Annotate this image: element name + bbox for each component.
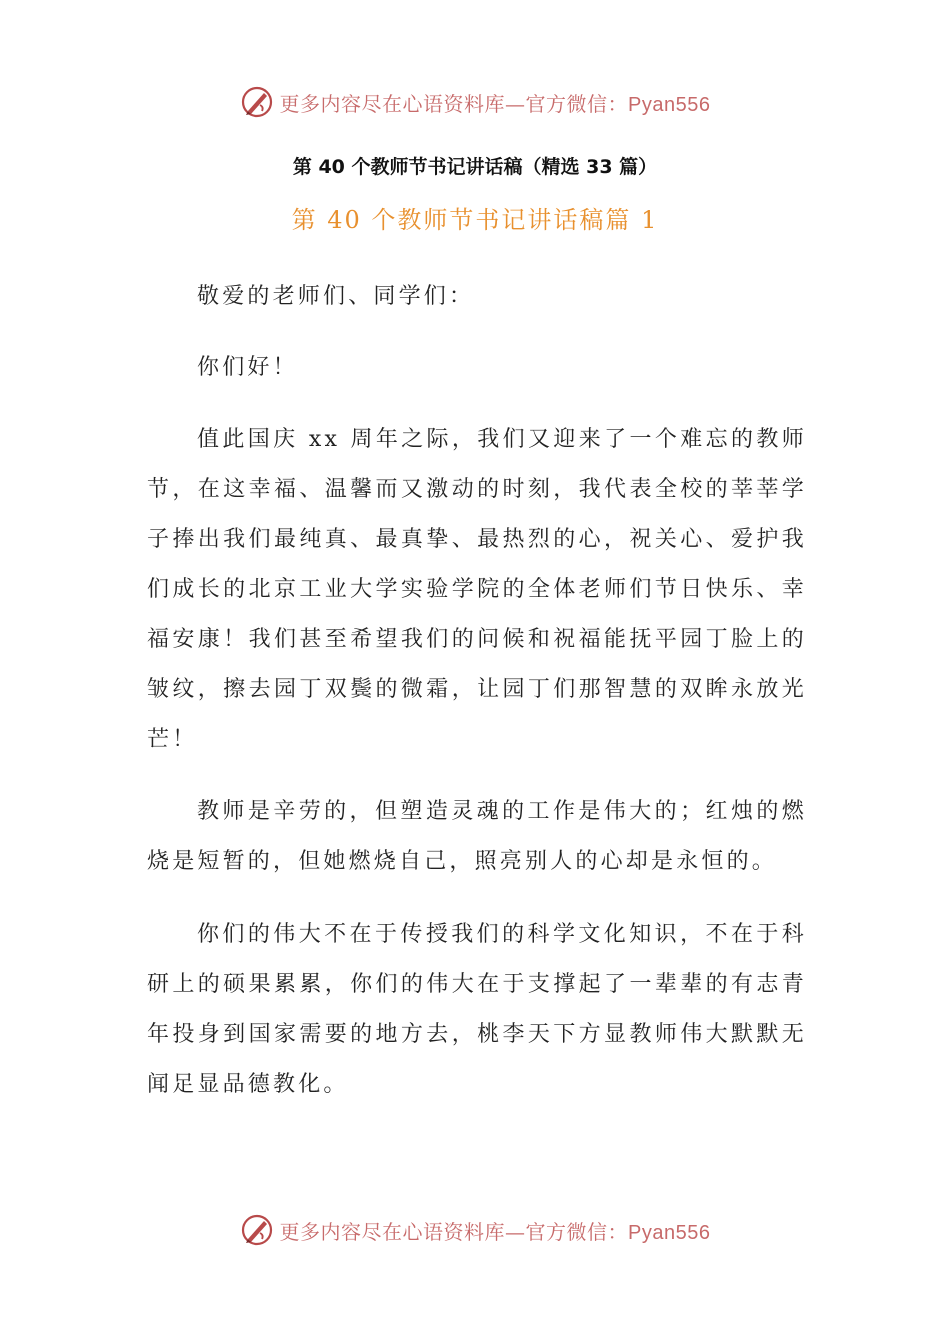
section-heading: 第 40 个教师节书记讲话稿篇 1 xyxy=(291,206,659,234)
pen-logo-icon xyxy=(240,85,274,119)
paragraph-greeting: 你们好！ xyxy=(197,355,298,380)
wechat-account: Pyan556 xyxy=(628,1221,711,1244)
paragraph-body-2: 教师是辛劳的，但塑造灵魂的工作是伟大的；红烛的燃烧是短暂的，但她燃烧自己，照亮别人的心却是永恒的。 xyxy=(147,799,807,874)
paragraph-body-1: 值此国庆 xx 周年之际，我们又迎来了一个难忘的教师节，在这幸福、温馨而又激动的时刻，我代表全校的莘莘学子捧出我们最纯真、最真挚、最热烈的心，祝关心、爱护我们成长的北京工业大学实验学院的全体老师们节日快乐、幸福安康！我们甚至希望我们的问候和祝福能抚平园丁脸上的皱纹，擦去园丁双鬓的微霜，让园丁们那智慧的双眸永放光芒！ xyxy=(147,427,807,752)
paragraph-salutation: 敬爱的老师们、同学们： xyxy=(197,284,475,309)
banner-text: 更多内容尽在心语资料库—官方微信：Pyan556 xyxy=(279,1219,711,1244)
document-title: 第 40 个教师节书记讲话稿（精选 33 篇） xyxy=(292,156,658,178)
wechat-account: Pyan556 xyxy=(628,93,711,116)
pen-logo-icon xyxy=(240,1213,274,1247)
header-banner xyxy=(0,82,950,122)
banner-text: 更多内容尽在心语资料库—官方微信：Pyan556 xyxy=(279,91,711,116)
footer-banner xyxy=(0,1210,950,1250)
paragraph-body-3: 你们的伟大不在于传授我们的科学文化知识，不在于科研上的硕果累累，你们的伟大在于支撑起了一辈辈的有志青年投身到国家需要的地方去，桃李天下方显教师伟大默默无闻足显品德教化。 xyxy=(147,922,807,1097)
